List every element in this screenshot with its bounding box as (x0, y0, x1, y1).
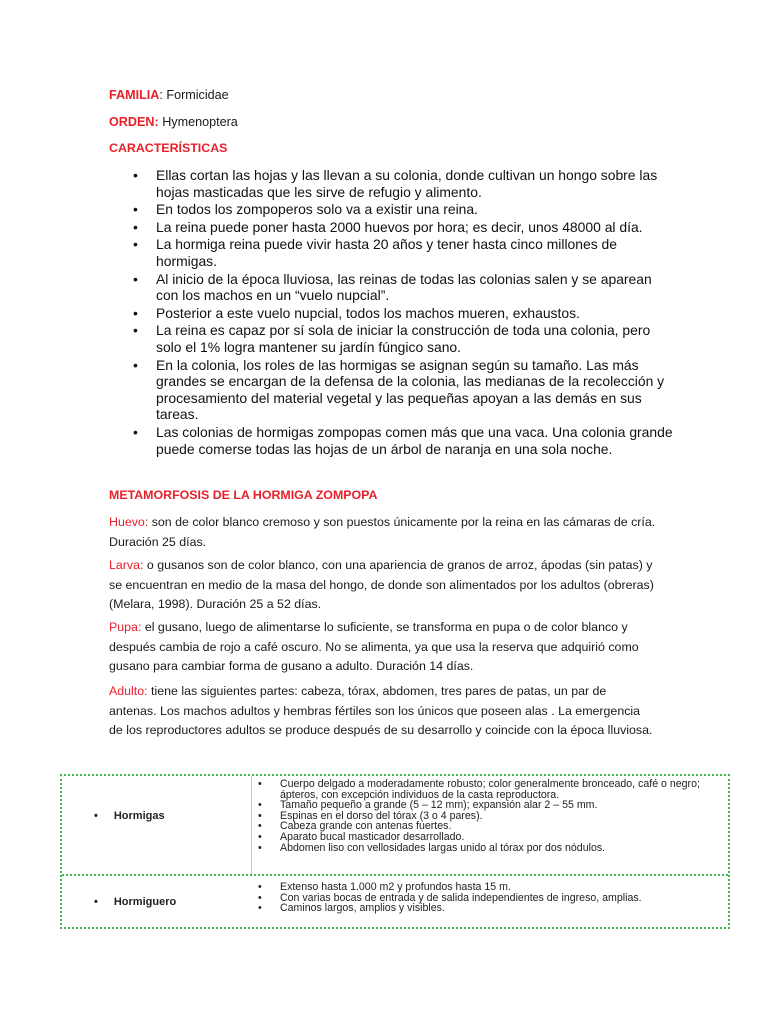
list-item: • Cabeza grande con antenas fuertes. (258, 821, 728, 832)
pupa-paragraph (109, 618, 657, 677)
table-row (62, 776, 728, 874)
caracteristicas-list (133, 167, 673, 458)
list-item: • La reina puede poner hasta 2000 huevos por hora; es decir, unos 48000 al día. (133, 219, 673, 236)
list-item: • Con varias bocas de entrada y de salida independientes de ingreso, amplias. (258, 893, 728, 904)
list-item: • Extenso hasta 1.000 m2 y profundos hasta 15 m. (258, 882, 728, 893)
orden-value: Hymenoptera (162, 115, 238, 129)
list-item: • Caminos largos, amplios y visibles. (258, 903, 728, 914)
characteristics-table (60, 774, 730, 929)
hormigas-list (258, 779, 728, 853)
list-item: • Cuerpo delgado a moderadamente robusto; color generalmente bronceado, café o negro; ápteros, con excepción individuos de la casta reproductora. (258, 779, 728, 800)
larva-label: Larva: (109, 558, 144, 572)
caracteristicas-heading: CARACTERÍSTICAS (109, 141, 228, 155)
list-item: • La reina es capaz por sí sola de iniciar la construcción de toda una colonia, pero solo el 1% logra mantener su jardín fúngico sano. (133, 322, 673, 355)
list-item: • Aparato bucal masticador desarrollado. (258, 832, 728, 843)
list-item: • En todos los zompoperos solo va a existir una reina. (133, 201, 673, 218)
metamorfosis-heading: METAMORFOSIS DE LA HORMIGA ZOMPOPA (109, 488, 378, 502)
familia-label: FAMILIA (109, 88, 160, 102)
hormigas-label: • Hormigas (94, 810, 165, 822)
list-item: • Al inicio de la época lluviosa, las reinas de todas las colonias salen y se aparean con los machos en un “vuelo nupcial”. (133, 271, 673, 304)
pupa-text: el gusano, luego de alimentarse lo suficiente, se transforma en pupa o de color blanco y después cambia de rojo a café oscuro. No se alimenta, ya que usa la reserva que adquirió como gusano para cambiar forma de gusano a adulto. Duración 14 días. (109, 620, 639, 673)
orden-line (109, 114, 238, 130)
list-item: • Abdomen liso con vellosidades largas unido al tórax por dos nódulos. (258, 843, 728, 854)
hormiguero-label: • Hormiguero (94, 896, 176, 908)
orden-label: ORDEN: (109, 115, 159, 129)
huevo-label: Huevo: (109, 515, 149, 529)
larva-paragraph (109, 556, 657, 615)
familia-line: FAMILIA: Formicidae (109, 88, 229, 102)
adulto-text: tiene las siguientes partes: cabeza, tórax, abdomen, tres pares de patas, un par de antenas. Los machos adultos y hembras fértiles son los únicos que poseen alas . La emergencia de los reproductores adultos se produce después de su desarrollo y coincide con la época lluviosa. (109, 684, 653, 737)
list-item: • Las colonias de hormigas zompopas comen más que una vaca. Una colonia grande puede comerse todas las hojas de un árbol de naranja en una sola noche. (133, 424, 673, 457)
table-row (62, 874, 728, 931)
adulto-paragraph (109, 682, 657, 741)
pupa-label: Pupa: (109, 620, 142, 634)
list-item: • En la colonia, los roles de las hormigas se asignan según su tamaño. Las más grandes se encargan de la defensa de la colonia, las medianas de la recolección y procesamiento del material vegetal y las pequeñas apoyan a las demás en sus tareas. (133, 357, 673, 423)
list-item: • Tamaño pequeño a grande (5 – 12 mm); expansión alar 2 – 55 mm. (258, 800, 728, 811)
larva-text: o gusanos son de color blanco, con una apariencia de granos de arroz, ápodas (sin patas) y se encuentran en medio de la masa del hongo, de donde son alimentados por los adultos (obreras) (Melara, 1998). Duración 25 a 52 días. (109, 558, 654, 611)
list-item: • Posterior a este vuelo nupcial, todos los machos mueren, exhaustos. (133, 305, 673, 322)
huevo-text: son de color blanco cremoso y son puestos únicamente por la reina en las cámaras de cría. Duración 25 días. (109, 515, 656, 549)
list-item: • Ellas cortan las hojas y las llevan a su colonia, donde cultivan un hongo sobre las hojas masticadas que les sirve de refugio y alimento. (133, 167, 673, 200)
list-item: • La hormiga reina puede vivir hasta 20 años y tener hasta cinco millones de hormigas. (133, 236, 673, 269)
table-divider (251, 776, 252, 874)
adulto-label: Adulto: (109, 684, 148, 698)
list-item: • Espinas en el dorso del tórax (3 o 4 pares). (258, 811, 728, 822)
huevo-paragraph (109, 513, 657, 552)
familia-value: Formicidae (166, 88, 229, 102)
hormiguero-list (258, 882, 728, 914)
